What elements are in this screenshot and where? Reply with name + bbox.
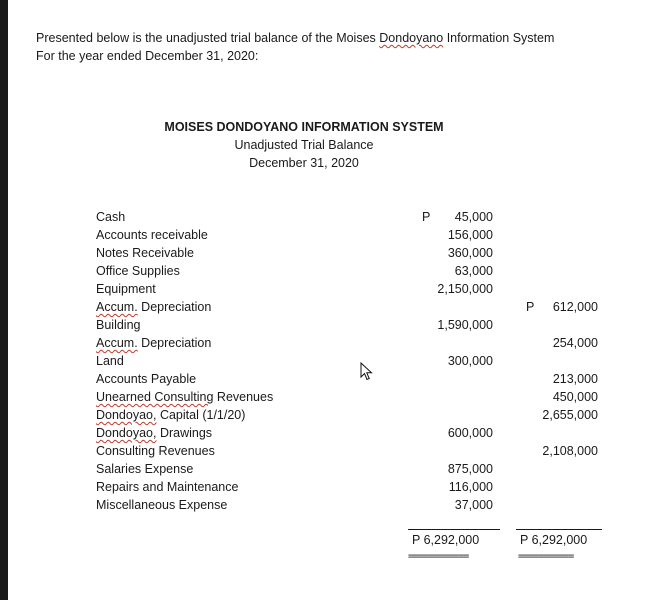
table-row: [96, 496, 616, 514]
account-name: Building: [96, 318, 141, 332]
intro-line-1: Presented below is the unadjusted trial balance of the Moises Dondoyano Information System: [36, 31, 555, 45]
intro-text: [36, 29, 554, 65]
debit-amount: 600,000: [447, 426, 493, 440]
account-name: Unearned Consulting Revenues: [96, 390, 274, 404]
account-name: Accum. Depreciation: [96, 300, 212, 314]
debit-amount: 2,150,000: [437, 282, 493, 296]
credit-total-rule: [516, 529, 602, 530]
table-row: [96, 424, 616, 442]
account-name: Accounts receivable: [96, 228, 208, 242]
table-row: [96, 478, 616, 496]
credit-double-rule: ===========: [518, 551, 574, 562]
credit-amount: 213,000: [552, 372, 598, 386]
table-row: [96, 370, 616, 388]
account-name: Office Supplies: [96, 264, 180, 278]
trial-balance-table: [96, 208, 616, 514]
debit-total: P 6,292,000: [412, 533, 480, 547]
debit-currency: P: [422, 210, 431, 224]
debit-amount: 63,000: [454, 264, 493, 278]
credit-amount: 2,655,000: [542, 408, 598, 422]
account-name: Notes Receivable: [96, 246, 194, 260]
debit-amount: 360,000: [447, 246, 493, 260]
credit-amount: 254,000: [552, 336, 598, 350]
account-name: Repairs and Maintenance: [96, 480, 239, 494]
debit-total-rule: [408, 529, 500, 530]
account-name: Dondoyao, Drawings: [96, 426, 213, 440]
debit-amount: 116,000: [448, 480, 493, 494]
table-row: [96, 244, 616, 262]
debit-amount: 300,000: [447, 354, 493, 368]
table-row: [96, 406, 616, 424]
credit-currency: P: [526, 300, 535, 314]
debit-amount: 37,000: [454, 498, 493, 512]
debit-amount: 156,000: [447, 228, 493, 242]
mouse-pointer-icon: [360, 362, 374, 382]
report-title: Unadjusted Trial Balance: [234, 138, 374, 152]
account-name: Consulting Revenues: [96, 444, 215, 458]
debit-amount: 875,000: [447, 462, 493, 476]
table-row: [96, 298, 616, 316]
credit-total: P 6,292,000: [520, 533, 588, 547]
table-row: [96, 262, 616, 280]
intro-line-2: For the year ended December 31, 2020:: [36, 49, 259, 63]
account-name: Cash: [96, 210, 126, 224]
debit-amount: 1,590,000: [437, 318, 493, 332]
account-name: Miscellaneous Expense: [96, 498, 228, 512]
debit-double-rule: ============: [408, 551, 469, 562]
account-name: Salaries Expense: [96, 462, 194, 476]
table-row: [96, 316, 616, 334]
table-row: [96, 280, 616, 298]
table-row: [96, 208, 616, 226]
report-date: December 31, 2020: [249, 156, 359, 170]
table-row: [96, 334, 616, 352]
table-row: [96, 388, 616, 406]
company-name: MOISES DONDOYANO INFORMATION SYSTEM: [164, 120, 444, 134]
account-name: Dondoyao, Capital (1/1/20): [96, 408, 246, 422]
table-row: [96, 460, 616, 478]
spellcheck-word: Dondoyano: [379, 31, 444, 45]
table-row: [96, 226, 616, 244]
debit-amount: 45,000: [454, 210, 493, 224]
window-edge: [0, 0, 8, 600]
account-name: Equipment: [96, 282, 156, 296]
account-name: Accum. Depreciation: [96, 336, 212, 350]
table-row: [96, 442, 616, 460]
credit-amount: 612,000: [552, 300, 598, 314]
credit-amount: 2,108,000: [542, 444, 598, 458]
credit-amount: 450,000: [552, 390, 598, 404]
table-row: [96, 352, 616, 370]
account-name: Accounts Payable: [96, 372, 197, 386]
account-name: Land: [96, 354, 124, 368]
